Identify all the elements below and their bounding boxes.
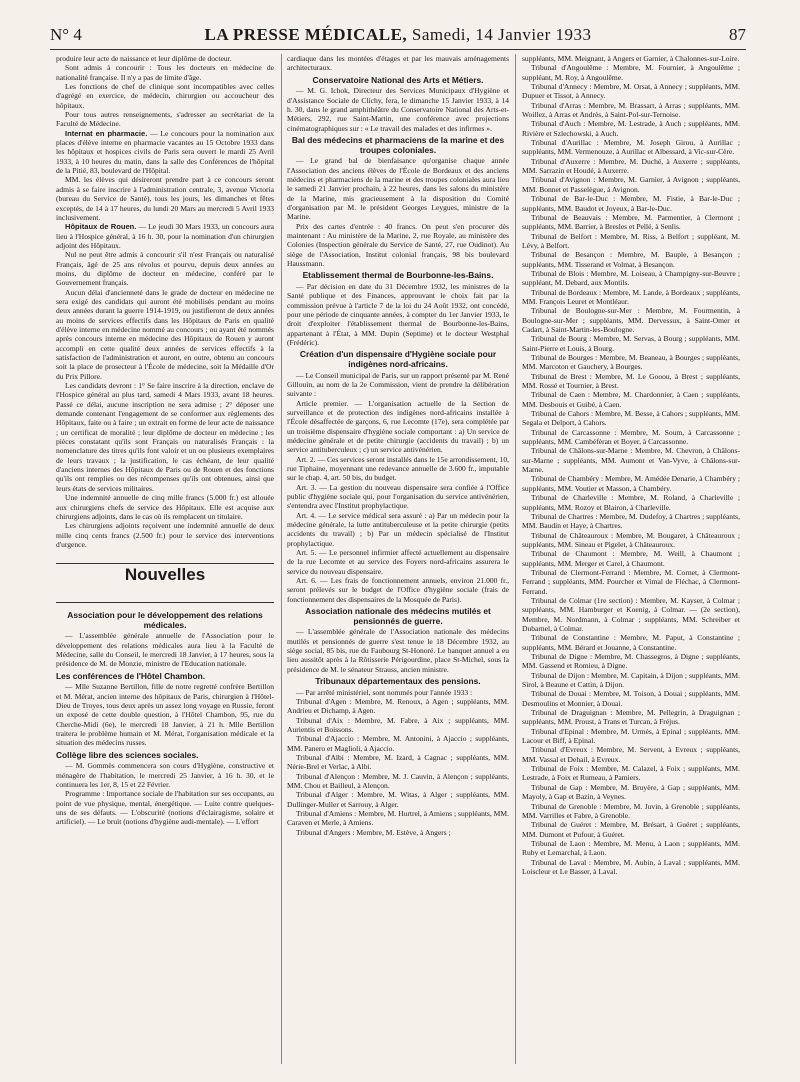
tribunal-entry: Tribunal d'Epinal : Membre, M. Urmès, à Epinal ; suppléants, MM. Lacour et Biff, à Epinal. xyxy=(522,726,740,746)
tribunal-entry: Tribunal d'Ajaccio : Membre, M. Antonini, à Ajaccio ; suppléants, MM. Panero et Maglioli, à Ajaccio. xyxy=(287,734,509,753)
column-1 xyxy=(56,54,274,827)
tribunal-entry: Tribunal d'Angoulême : Membre, M. Fournier, à Angoulême ; suppléant, M. Roy, à Angoulême. xyxy=(522,63,740,82)
journal-title xyxy=(50,25,746,45)
section-heading: Hôpitaux de Rouen. xyxy=(65,222,137,232)
tribunal-entry: Tribunal de Constantine : Membre, M. Paput, à Constantine ; suppléants, MM. Bérard et Jouanne, à Constantine. xyxy=(522,633,740,652)
tribunal-entry: Tribunal d'Avignon : Membre, M. Garnier, à Avignon ; suppléants, MM. Bonnet et Passelègue, à Avignon. xyxy=(522,175,740,194)
issue-date: Samedi, 14 Janvier 1933 xyxy=(407,25,592,44)
tribunal-entry: Tribunal de Belfort : Membre, M. Riss, à Belfort ; suppléant, M. Lévy, à Belfort. xyxy=(522,231,740,250)
tribunal-entry: Tribunal de Chambéry : Membre, M. Amédée Denarie, à Chambéry ; suppléants, MM. Voutier et Masson, à Chambéry. xyxy=(522,474,740,493)
tribunal-entry: Tribunal de Blois : Membre, M. Loiseau, à Champigny-sur-Beuvre ; suppléant, M. Debard, aux Montils. xyxy=(522,268,740,288)
tribunal-entry: Tribunal de Chaumont : Membre, M. Weill, à Chaumont ; suppléants, MM. Merger et Carel, à Chaumont. xyxy=(522,549,740,568)
tribunal-entry: Tribunal de Grenoble : Membre, M. Juvin, à Grenoble ; suppléants, MM. Varrilles et Fabre, à Grenoble. xyxy=(522,801,740,820)
tribunal-entry: Tribunal de Douai : Membre, M. Toison, à Douai ; suppléants, MM. Desmoulins et Monnier, à Douai. xyxy=(522,689,740,708)
page-number: 87 xyxy=(729,25,746,44)
paragraph: Sont admis à concourir : Tous les docteurs en médecine de nationalité française. Il n'y a pas de limite d'âge. xyxy=(56,63,274,82)
paragraph: — Par décision en date du 31 Décembre 1932, les ministres de la Santé publique et des Finances, approuvant le choix fait par la commission prévue à l'article 7 de la loi du 24 Août 1932, ont concédé, pour une période de cinquante années, à compter du 1er Janvier 1933, le droit d'exploiter l'établissement thermal de Bourbonne-les-Bains, appartenant à l'État, à MM. Dupin (Septime) et le docteur Westphal (Frédéric). xyxy=(287,281,509,347)
paragraph: — Mlle Suzanne Bertillon, fille de notre regretté confrère Bertillon et M. Mérat, ancien interne des hôpitaux de Paris, chirurgien à l'Hôtel-Dieu de Troyes, tous deux après un assez long voyage en Russie, feront un exposé de cette double question, à l'Hôtel Chambon, 95, rue du Cherche-Midi (6e), le mercredi 18 Janvier, à 21 h. Mlle Bertillon traitera le problème humain et M. Mérat, l'organisation médicale et la situation des médecins russes. xyxy=(56,682,274,748)
tribunal-entry: Tribunal de Châlons-sur-Marne : Membre, M. Chevron, à Châlons-sur-Marne ; suppléants, MM. Aumont et Van-Vyve, à Châlons-sur-Marne. xyxy=(522,446,740,475)
tribunal-entry: Tribunal d'Angers : Membre, M. Estève, à Angers ; xyxy=(296,827,451,837)
nouvelles-title: Nouvelles xyxy=(124,565,206,585)
tribunal-entry: Tribunal de Charleville : Membre, M. Roland, à Charleville ; suppléants, MM. Rozoy et Blairon, à Charleville. xyxy=(522,493,740,512)
page-header xyxy=(50,25,746,47)
tribunal-entry: Tribunal de Bourg : Membre, M. Servas, à Bourg ; suppléants, MM. Saint-Pierre et Louis, à Bourg. xyxy=(522,334,740,353)
tribunal-entry: Tribunal de Besançon : Membre, M. Bauple, à Besançon ; suppléants, MM. Tisserand et Volmat, à Besançon. xyxy=(522,250,740,269)
paragraph: — M. G. Ichok, Directeur des Services Municipaux d'Hygiène et d'Assistance Sociale de Clichy, fera, le dimanche 15 Janvier 1933, à 14 h. 30, dans le grand amphithéâtre du Conservatoire National des Arts-et-Métiers, 292, rue Saint-Martin, une conférence avec projections cinématographiques sur : « Le travail des malades et des infirmes ». xyxy=(287,86,509,133)
paragraph: Pour tous autres renseignements, s'adresser au secrétariat de la Faculté de Médecine. xyxy=(56,110,274,129)
column-divider xyxy=(515,54,516,1064)
tribunal-entry: Tribunal de Guéret : Membre, M. Brésart, à Guéret ; suppléants, MM. Dumont et Pufour, à Guéret. xyxy=(522,820,740,839)
header-rule xyxy=(50,49,746,50)
paragraph: Art. 5. — Le personnel infirmier affecté actuellement au dispensaire de la rue Lecomte et au service des Foyers nord-africains assurera le service du nouveau dispensaire. xyxy=(287,548,509,576)
paragraph-text: — Le jeudi 30 Mars 1933, un concours aura lieu à l'Hospice général, à 16 h. 30, pour la nomination d'un chirurgien adjoint des Hôpitaux. xyxy=(56,222,274,250)
section-heading: Bal des médecins et pharmaciens de la marine et des troupes coloniales. xyxy=(291,135,505,155)
nouvelles-banner xyxy=(56,563,274,603)
paragraph: Programme : Importance sociale de l'habitation sur ses occupants, au point de vue physique, mental, énergétique. — Luite contre quelques-uns de ses défauts. — L'obscurité (notions d'éclairagisme, solaire et artificiel). — Le bruit (notions d'hygiène audi-mentale). — L'effort xyxy=(56,789,274,827)
tribunal-entry: Tribunal d'Aix : Membre, M. Fabre, à Aix ; suppléants, MM. Aurientis et Boissons. xyxy=(287,715,509,734)
paragraph: produire leur acte de naissance et leur diplôme de docteur. xyxy=(56,54,232,63)
tribunal-entry: Tribunal de Digne : Membre, M. Chassegros, à Digne ; suppléants, MM. Gassend et Romieu, à Digne. xyxy=(522,652,740,671)
paragraph: Aucun délai d'ancienneté dans le grade de docteur en médecine ne sera exigé des candidats qui auront été mobilisés pendant au moins deux années durant la guerre 1914-1919, ou justifieront de deux années au moins de services effectifs dans les Hôpitaux de Paris en qualité d'élève interne en médecine nommé au concours ; ou ayant été nommés après concours interne en médecine des Hôpitaux de Rouen y auront accompli en cette qualité deux années de services effectifs à la satisfaction de l'administration et auront, en outre, obtenu au concours soit la place de prosecteur à l'École de médecine, soit la Médaille d'Or du Prix Pillore. xyxy=(56,287,274,381)
tribunal-entry: Tribunal de Caen : Membre, M. Chardonnier, à Caen ; suppléants, MM. Desbouis et Guibé, à Caen. xyxy=(522,390,740,409)
paragraph: Art. 2. — Ces services seront installés dans le 15e arrondissement, 10, rue Tiphaine, moyennant une redevance annuelle de 3.600 fr., imputable sur le chap. 4, art. 50 bis, du budget. xyxy=(287,454,509,483)
tribunal-entry: Tribunal de Clermont-Ferrand : Membre, M. Cornet, à Clermont-Ferrand ; suppléants, MM. Pourcher et Vimal de Fléchac, à Clermont-Ferrand. xyxy=(522,567,740,596)
tribunal-entry: Tribunal d'Albi : Membre, M. Izard, à Cagnac ; suppléants, MM. Nérie-Brel et Verlac, à Albi. xyxy=(287,753,509,772)
paragraph: Prix des cartes d'entrée : 40 francs. On peut s'en procurer dès maintenant : Au ministère de la Marine, 2, rue Royale, au ministère des Colonies (Inspection générale du Service de Santé, 27, rue Oudinot). Au siège de l'Association, Institut colonial français, 98 bis boulevard Haussmann. xyxy=(287,221,509,268)
tribunal-entry: Tribunal d'Alençon : Membre, M. J. Cauvin, à Alençon ; suppléants, MM. Chou et Bailleul, à Alençon. xyxy=(287,771,509,791)
tribunal-entry: Tribunal de Draguignan : Membre, M. Pellegrin, à Draguignan ; suppléants, MM. Proust, à Trans et Turcan, à Fréjus. xyxy=(522,708,740,727)
paragraph: Art. 3. — La gestion du nouveau dispensaire sera confiée à l'Office public d'hygiène sociale qui, pour l'organisation du service antivénérien, s'entendra avec l'Institut prophylactique. xyxy=(287,482,509,511)
paragraph: MM. les élèves qui désireront prendre part à ce concours seront admis à se faire inscrire à l'administration centrale, 3, avenue Victoria (bureau du Service de Santé), tous les jours, les dimanches et fêtes exceptés, de 14 à 17 heures, du lundi 20 Mars au mercredi 5 Avril 1933 inclusivement. xyxy=(56,175,274,222)
section-heading: Etablissement thermal de Bourbonne-les-Bains. xyxy=(302,270,494,281)
tribunal-entry: Tribunal de Bourges : Membre, M. Beaneau, à Bourges ; suppléants, MM. Marcoton et Gauchery, à Bourges. xyxy=(522,353,740,372)
tribunal-entry: suppléants, MM. Meignant, à Angers et Garnier, à Chalonnes-sur-Loire. xyxy=(522,54,740,63)
tribunal-entry: Tribunal d'Arras : Membre, M. Brassart, à Arras ; suppléants, MM. Woillez, à Arras et Andrès, à Saint-Pol-sur-Ternoise. xyxy=(522,100,740,120)
tribunal-entry: Tribunal de Carcassonne : Membre, M. Soum, à Carcassonne ; suppléants, MM. Cambéfèran et Boyer, à Carcassonne. xyxy=(522,427,740,447)
paragraph: Les chirurgiens adjoints reçoivent une indemnité annuelle de deux mille cinq cents francs (2.500 fr.) pour le service des interventions d'urgence. xyxy=(56,521,274,549)
paragraph xyxy=(56,222,274,250)
section-heading: Association pour le développement des relations médicales. xyxy=(67,610,263,630)
section-heading: Conservatoire National des Arts et Métiers. xyxy=(312,74,484,85)
paragraph: Art. 6. — Les frais de fonctionnement annuels, environ 21.000 fr., seront prélevés sur le budget de l'Office d'hygiène sociale (frais de fonctionnement des dispensaires de la Mosquée de Paris). xyxy=(287,576,509,604)
tribunal-entry: Tribunal de Beauvais : Membre, M. Parmentier, à Clermont ; suppléants, MM. Barrier, à Bresles et Pellé, à Senlis. xyxy=(522,212,740,232)
tribunal-entry: Tribunal de Chartres : Membre, M. Dudefoy, à Chartres ; suppléants, MM. Baudin et Haye, à Chartres. xyxy=(522,511,740,531)
paragraph: — Le Conseil municipal de Paris, sur un rapport présenté par M. René Gillouin, au nom de la 2e Commission, vient de prendre la délibération suivante : xyxy=(287,370,509,399)
tribunal-entry: Tribunal d'Evreux : Membre, M. Servent, à Evreux ; suppléants, MM. Vassal et Dehail, à Evreux. xyxy=(522,745,740,764)
tribunal-entry: Tribunal d'Auxerre : Membre, M. Duché, à Auxerre ; suppléants, MM. Sarrazin et Houdé, à Auxerre. xyxy=(522,156,740,176)
paragraph: — Par arrêté ministériel, sont nommés pour l'année 1933 : xyxy=(296,687,473,697)
tribunal-entry: Tribunal d'Alger : Membre, M. Witas, à Alger ; suppléants, MM. Dullinger-Muller et Sarrouy, à Alger. xyxy=(287,790,509,809)
tribunal-entry: Tribunal de Dijon : Membre, M. Capitain, à Dijon ; suppléants, MM. Sirol, à Beaune et Cattin, à Dijon. xyxy=(522,670,740,690)
tribunal-entry: Tribunal de Laval : Membre, M. Aubin, à Laval ; suppléants, MM. Loiscleur et Le Basser, à Laval. xyxy=(522,857,740,876)
paragraph: Une indemnité annuelle de cinq mille francs (5.000 fr.) est allouée aux chirurgiens chefs de service des Hôpitaux. Elle est acquise aux chirurgiens adjoints, dans le cas où ils remplacent un titulaire. xyxy=(56,493,274,521)
tribunal-entry: Tribunal de Laon : Membre, M. Menu, à Laon ; suppléants, MM. Ruby et Lemarchal, à Laon. xyxy=(522,838,740,858)
column-2 xyxy=(287,54,509,837)
section-heading: Association nationale des médecins mutilés et pensionnés de guerre. xyxy=(305,606,491,626)
tribunal-entry: Tribunal de Bar-le-Duc : Membre, M. Fistie, à Bar-le-Duc ; suppléants, MM. Baudot et Joyeux, à Bar-le-Duc. xyxy=(522,194,740,213)
tribunal-entry: Tribunal de Foix : Membre, M. Calazel, à Foix ; suppléants, MM. Lestrade, à Foix et Rumeau, à Pamiers. xyxy=(522,764,740,783)
paragraph: Article premier. — L'organisation actuelle de la Section de surveillance et de protection des indigènes nord-africains installée à l'École désaffectée de garçons, 6, rue Lecomte (17e), sera complétée par un troisième dispensaire d'hygiène sociale comportant : a) Un service de médecine générale et de petite chirurgie (accidents du travail) ; b) un service antituberculeux ; c) un service antivénérien. xyxy=(287,398,509,455)
paragraph: Les candidats devront : 1° Se faire inscrire à la direction, enclave de l'Hospice général au plus tard, samedi 4 Mars 1933, avant 18 heures. Passé ce délai, aucune inscription ne sera admise ; 2° déposer une demande contenant l'engagement de se conformer aux règlements des Hôpitaux, faite ou à faire ; un extrait en forme de leur acte de naissance ; un certificat de moralité ; leur diplôme de docteur en médecine ; les pièces constatant qu'ils sont Français ou naturalisés Français : la nomenclature des titres qu'ils font valoir et un ou plusieurs exemplaires de leurs travaux ; la justification, le cas échéant, de leur qualité d'anciens internes des Hôpitaux de Paris ou de Rouen et des fonctions qu'ils ont remplies ou des récompenses qu'ils ont obtenues, ainsi que leurs états de services militaires. xyxy=(56,381,274,493)
section-heading: Tribunaux départementaux des pensions. xyxy=(315,676,481,686)
tribunal-entry: Tribunal d'Aurillac : Membre, M. Joseph Girou, à Aurillac ; suppléants, MM. Vermenouze, à Aurillac et Albessard, à Vic-sur-Cère. xyxy=(522,138,740,157)
paragraph: — L'assemblée générale de l'Association nationale des médecins mutilés et pensionnés de guerre s'est tenue le 18 Décembre 1932, au siège social, 85 bis, rue du Faubourg St-Honoré. Le banquet annuel a eu lieu aussitôt après à la Rôtisserie Périgourdine, place St-Michel, sous la présidence de M. le sénateur Strauss, ancien ministre. xyxy=(287,627,509,674)
paragraph: Art. 4. — Le service médical sera assuré : a) Par un médecin pour la médecine générale, la lutte antituberculeuse et la petite chirurgie (petits accidents du travail) ; b) Par un médecin spécialisé de l'Institut prophylactique. xyxy=(287,510,509,548)
journal-name: LA PRESSE MÉDICALE, xyxy=(204,25,408,44)
paragraph xyxy=(56,129,274,176)
tribunal-entry: Tribunal de Colmar (1re section) : Membre, M. Kayser, à Colmar ; suppléants, MM. Hamburger et Koenig, à Colmar. — (2e section), Membre, M. Nordmann, à Colmar ; suppléants, MM. Schreiber et Dubarnel, à Colmar. xyxy=(522,595,740,633)
paragraph: — M. Gommès commencera son cours d'Hygiène, constructive et ménagère de l'habitation, le mercredi 25 Janvier, à 16 h. 30, et le continuera les 1er, 8, 15 et 22 Février. xyxy=(56,761,274,790)
paragraph: — Le grand bal de bienfaisance qu'organise chaque année l'Association des anciens élèves de l'École de Bordeaux et des anciens médecins et pharmaciens de la marine et des troupes coloniales aura lieu le samedi 21 Janvier prochain, à 22 heures, dans les salons du ministère de la Marine, mis gracieusement à la disposition du Comité d'organisation par M. le président Georges Leygues, ministre de la Marine. xyxy=(287,156,509,222)
paragraph: — L'assemblée générale annuelle de l'Association pour le développement des relations médicales aura lieu à la Faculté de Médecine, salle du Conseil, le mercredi 18 Janvier, à 17 heures, sous la présidence de M. de Monzie, ministre de l'Education nationale. xyxy=(56,631,274,669)
tribunal-entry: Tribunal d'Amiens : Membre, M. Hurtrel, à Amiens ; suppléants, MM. Caraven et Merle, à Amiens. xyxy=(287,809,509,828)
tribunal-entry: Tribunal d'Auch : Membre, M. Lestrade, à Auch ; suppléants, MM. Rivière et Szlechowski, à Auch. xyxy=(522,119,740,138)
paragraph-text: — Le concours pour la nomination aux places d'élève interne en pharmacie vacantes au 15 Octobre 1933 dans les hôpitaux et hospices civils de Paris sera ouvert le mardi 25 Avril 1933, à 10 heures du matin, dans la salle des Conférences de l'hôpital de la Pitié, 83, boulevard de l'Hôpital. xyxy=(56,128,275,176)
tribunal-entry: Tribunal d'Annecy : Membre, M. Orsat, à Annecy ; suppléants, MM. Dupuer et Tissot, à Annecy. xyxy=(522,82,740,101)
paragraph: Les fonctions de chef de clinique sont incompatibles avec celles d'agrégé en exercice, de médecin, chirurgien ou accoucheur des hôpitaux. xyxy=(56,82,274,110)
paragraph: Nul ne peut être admis à concourir s'il n'est Français ou naturalisé Français, âgé de 25 ans révolus et pourvu, depuis deux années au moins, du diplôme de docteur en médecine, conféré par le Gouvernement français. xyxy=(56,250,274,288)
tribunal-entry: Tribunal de Boulogne-sur-Mer : Membre, M. Fourmentin, à Boulogne-sur-Mer ; suppléants, MM. Dervessux, à Saint-Omer et Cadart, à Saint-Martin-les-Boulogne. xyxy=(522,306,740,334)
tribunal-entry: Tribunal d'Agen : Membre, M. Renoux, à Agen ; suppléants, MM. Andrieu et Dichamp, à Agen. xyxy=(287,696,509,716)
section-heading: Collège libre des sciences sociales. xyxy=(56,749,199,760)
tribunal-entry: Tribunal de Châteauroux : Membre, M. Bougaret, à Châteauroux ; suppléants, MM. Sineau et Pigelet, à Châteauroux. xyxy=(522,530,740,549)
tribunal-entry: Tribunal de Brest : Membre, M. Le Gooou, à Brest ; suppléants, MM. Rossé et Tournier, à Brest. xyxy=(522,371,740,391)
column-3 xyxy=(522,54,740,876)
tribunal-entry: Tribunal de Gap : Membre, M. Bruyère, à Gap ; suppléants, MM. Mayoly, à Gap et Bazin, à Veynes. xyxy=(522,782,740,802)
tribunal-entry: Tribunal de Bordeaux : Membre, M. Lande, à Bordeaux ; suppléants, MM. François Leuret et Montléaur. xyxy=(522,287,740,306)
section-heading: Les conférences de l'Hôtel Chambon. xyxy=(56,670,206,681)
paragraph: cardiaque dans les montées d'étages et par les mauvais aménagements architecturaux. xyxy=(287,54,509,73)
column-divider xyxy=(281,54,282,1064)
section-heading: Création d'un dispensaire d'Hygiène sociale pour indigènes nord-africains. xyxy=(299,349,497,369)
issue-number: N° 4 xyxy=(50,25,82,44)
tribunal-entry: Tribunal de Cahors : Membre, M. Besse, à Cahors ; suppléants, MM. Segala et Delport, à Cahors. xyxy=(522,409,740,428)
section-heading: Internat en pharmacie. xyxy=(65,128,148,138)
